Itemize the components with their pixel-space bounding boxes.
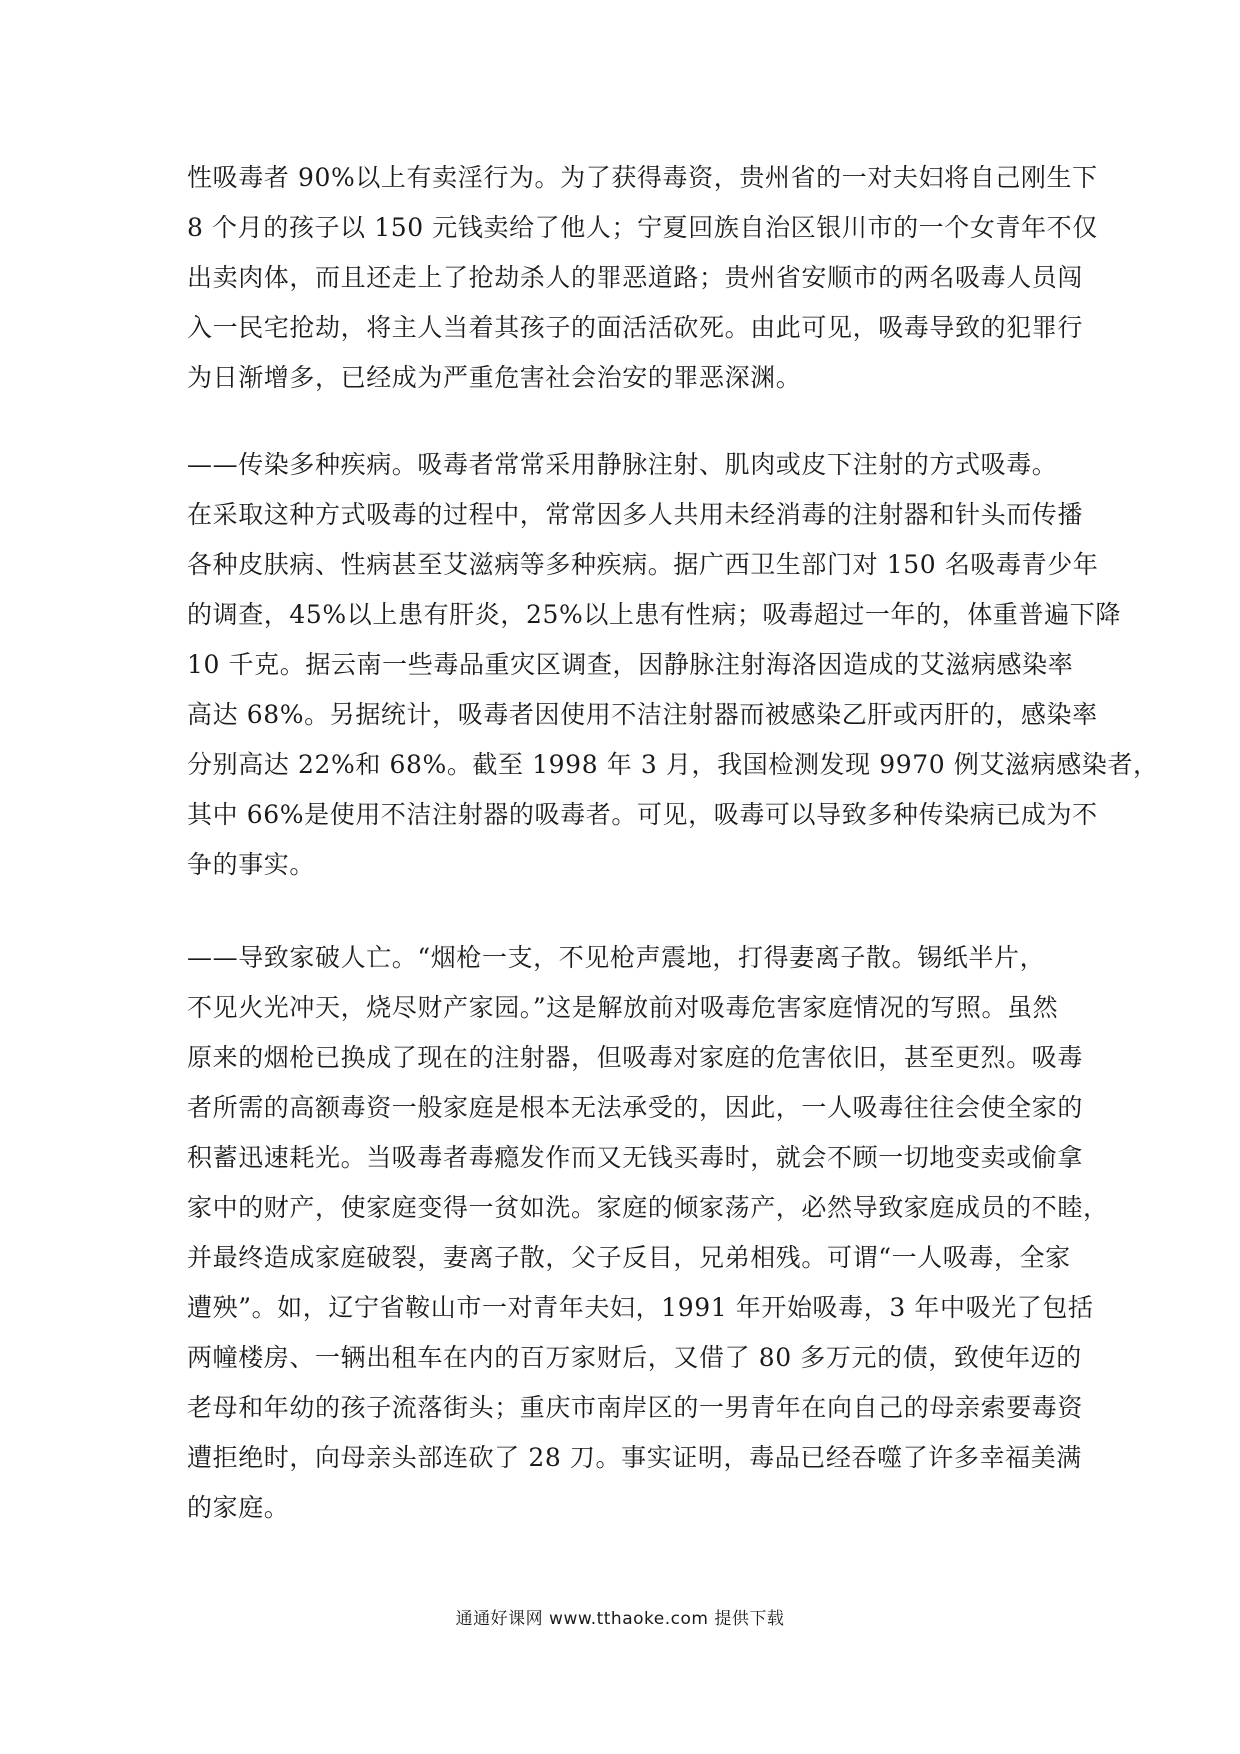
text-line: ——传染多种疾病。吸毒者常常采用静脉注射、肌肉或皮下注射的方式吸毒。 — [187, 450, 1058, 479]
text-line: 家中的财产，使家庭变得一贫如洗。家庭的倾家荡产，必然导致家庭成员的不睦， — [187, 1193, 1109, 1222]
paragraph-disease — [187, 440, 1159, 890]
text-line: 的家庭。 — [187, 1493, 290, 1522]
text-line: 并最终造成家庭破裂，妻离子散，父子反目，兄弟相残。可谓“一人吸毒，全家 — [187, 1243, 1071, 1272]
text-line: 为日渐增多，已经成为严重危害社会治安的罪恶深渊。 — [187, 363, 802, 392]
text-line: 高达 68%。另据统计，吸毒者因使用不洁注射器而被感染乙肝或丙肝的，感染率 — [187, 700, 1098, 729]
text-line: 原来的烟枪已换成了现在的注射器，但吸毒对家庭的危害依旧，甚至更烈。吸毒 — [187, 1043, 1084, 1072]
text-line: 出卖肉体，而且还走上了抢劫杀人的罪恶道路；贵州省安顺市的两名吸毒人员闯 — [187, 263, 1084, 292]
text-line: 8 个月的孩子以 150 元钱卖给了他人；宁夏回族自治区银川市的一个女青年不仅 — [187, 213, 1098, 242]
text-line: 10 千克。据云南一些毒品重灾区调查，因静脉注射海洛因造成的艾滋病感染率 — [187, 650, 1074, 679]
text-line: 老母和年幼的孩子流落街头；重庆市南岸区的一男青年在向自己的母亲索要毒资 — [187, 1393, 1084, 1422]
text-line: 不见火光冲天，烧尽财产家园。”这是解放前对吸毒危害家庭情况的写照。虽然 — [187, 993, 1059, 1022]
text-line: 各种皮肤病、性病甚至艾滋病等多种疾病。据广西卫生部门对 150 名吸毒青少年 — [187, 550, 1099, 579]
text-line: 的调查，45%以上患有肝炎，25%以上患有性病；吸毒超过一年的，体重普遍下降 — [187, 600, 1121, 629]
text-line: 遭拒绝时，向母亲头部连砍了 28 刀。事实证明，毒品已经吞噬了许多幸福美满 — [187, 1443, 1082, 1472]
text-line: 分别高达 22%和 68%。截至 1998 年 3 月，我国检测发现 9970 例艾滋病感染者， — [187, 750, 1159, 779]
paragraph-family — [187, 933, 1109, 1533]
text-line: 争的事实。 — [187, 850, 316, 879]
text-line: 在采取这种方式吸毒的过程中，常常因多人共用未经消毒的注射器和针头而传播 — [187, 500, 1084, 529]
text-line: 者所需的高额毒资一般家庭是根本无法承受的，因此，一人吸毒往往会使全家的 — [187, 1093, 1084, 1122]
text-line: 入一民宅抢劫，将主人当着其孩子的面活活砍死。由此可见，吸毒导致的犯罪行 — [187, 313, 1084, 342]
text-line: 两幢楼房、一辆出租车在内的百万家财后，又借了 80 多万元的债，致使年迈的 — [187, 1343, 1082, 1372]
text-line: 性吸毒者 90%以上有卖淫行为。为了获得毒资，贵州省的一对夫妇将自己刚生下 — [187, 163, 1098, 192]
page-footer: 通通好课网 www.tthaoke.com 提供下载 — [455, 1609, 785, 1629]
text-line: 其中 66%是使用不洁注射器的吸毒者。可见，吸毒可以导致多种传染病已成为不 — [187, 800, 1098, 829]
text-line: 遭殃”。如，辽宁省鞍山市一对青年夫妇，1991 年开始吸毒，3 年中吸光了包括 — [187, 1293, 1094, 1322]
paragraph-crime — [187, 153, 1098, 403]
text-line: 积蓄迅速耗光。当吸毒者毒瘾发作而又无钱买毒时，就会不顾一切地变卖或偷拿 — [187, 1143, 1084, 1172]
text-line: ——导致家破人亡。“烟枪一支，不见枪声震地，打得妻离子散。锡纸半片， — [187, 943, 1046, 972]
